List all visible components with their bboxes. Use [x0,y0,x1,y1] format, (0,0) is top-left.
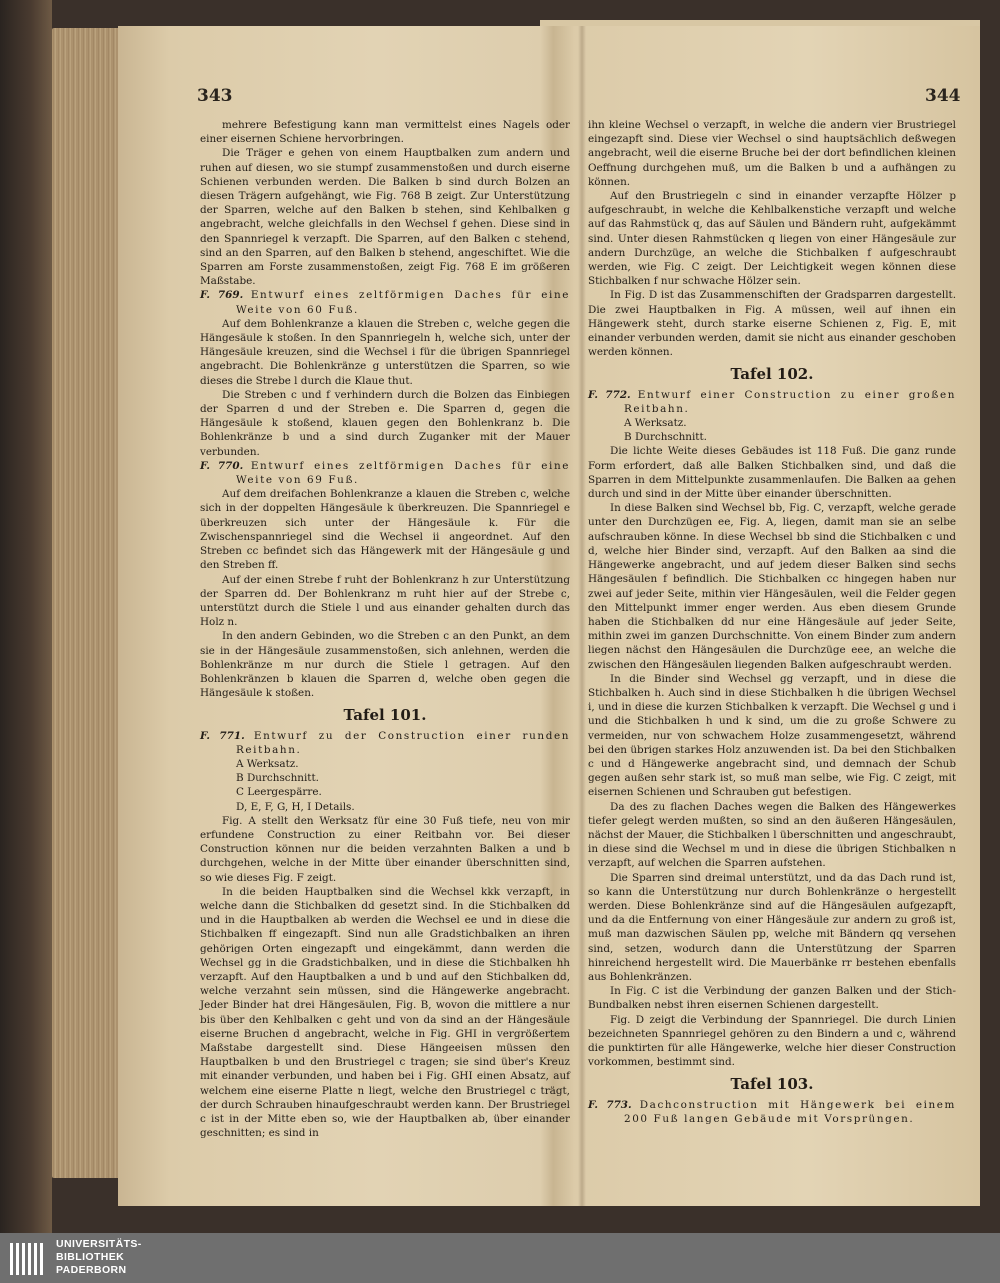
paragraph: Fig. D zeigt die Verbindung der Spannriegel. Die durch Linien bezeichneten Spannriegel gehören zu den Bindern a und c, während die punktirten für alle Hängewerke, welche hier dieser Construction vorkommen, bestimmt sind. [588,1013,956,1069]
figure-label: F. 770. [200,459,244,472]
university-library-logo-icon [8,1239,48,1279]
paragraph: In Fig. C ist die Verbindung der ganzen Balken und der Stich-Bundbalken nebst ihren eisernen Schienen dargestellt. [588,985,956,1012]
paragraph: In die Binder sind Wechsel gg verzapft, und in diese die Stichbalken h. Auch sind in diese Stichbalken h die übrigen Wechsel i, und in diese die kurzen Stichbalken k verzapft. Die Wechsel g und i und die Stichbalken h und k sind, um die zu große Schwere zu vermeiden, nur von schwachem Holze zusammengesetzt, während bei den übrigen starkes Holz anzuwenden ist. Da bei den Stichbalken c und d Hängewerke angebracht sind, und demnach der Schub gegen außen sehr stark ist, so muß man selbe, wie Fig. C zeigt, mit eisernen Schienen und Schrauben gut befestigen. [588,672,956,799]
paragraph: In den andern Gebinden, wo die Streben c an den Punkt, an dem sie in der Hängesäule zusammenstoßen, sich anlehnen, werden die Bohlenkränze m nur durch die Stiele l getragen. Auf den Bohlenkränzen b klauen die Sparren d, welche oben gegen die Hängesäule k stoßen. [200,630,570,700]
plate-heading: Tafel 102. [730,365,814,384]
figure-title: Entwurf eines zeltförmigen Daches für eine Weite von 60 Fuß. [236,289,570,316]
paragraph: In die beiden Hauptbalken sind die Wechsel kkk verzapft, in welche dann die Stichbalken dd gesetzt sind. In die Stichbalken dd und in die Hauptbalken ab werden die Wechsel ee und in diese die Stichbalken ff eingezapft. Sind nun alle Gradstichbalken an ihren gehörigen Orten eingezapft und eingekämmt, dann werden die Wechsel gg in die Gradstichbalken, und in diese die Stichbalken hh verzapft. Auf den Hauptbalken a und b und auf den Stichbalken dd, welche verzahnt sein müssen, sind die Hängewerke angebracht. Jeder Binder hat drei Hängesäulen, Fig. B, wovon die mittlere a nur bis über den Kehlbalken c geht und von da sind an der Hängesäule eiserne Bruchen d angebracht, welche in Fig. GHI in vergrößertem Maßstabe dargestellt sind. Diese Hängeeisen müssen den Hauptbalken b und den Brustriegel c tragen; sie sind über's Kreuz mit einander verbunden, und haben bei i Fig. GHI einen Absatz, auf welchem eine eiserne Platte n liegt, welche den Brustriegel c trägt, der durch Schrauben hinaufgeschraubt werden kann. Der Brustriegel c ist in der Mitte eben so, wie der Hauptbalken ab, über einander geschnitten; es sind in [200,885,570,1140]
plate-heading: Tafel 103. [730,1075,814,1094]
paragraph: Auf dem dreifachen Bohlenkranze a klauen die Streben c, welche sich in der doppelten Hängesäule k überkreuzen. Die Spannriegel e überkreuzen sich unter der Hängesäule k. Für die Zwischenspannriegel sind die Wechsel ii angeordnet. Auf den Streben cc befindet sich das Hängewerk mit der Hängesäule g und den Streben ff. [200,488,570,572]
page-number-left: 343 [197,86,233,106]
figure-entry [588,388,956,416]
figure-sub-item: A Werksatz. [624,417,687,430]
figure-label: F. 771. [200,729,245,742]
figure-sub-item: B Durchschnitt. [624,431,707,444]
figure-title: Entwurf eines zeltförmigen Daches für eine Weite von 69 Fuß. [236,459,570,487]
paragraph: In Fig. D ist das Zusammenschiften der Gradsparren dargestellt. Die zwei Hauptbalken in Fig. A müssen, weil auf ihnen ein Hängewerk steht, durch starke eiserne Schienen z, Fig. E, mit einander verbunden werden, damit sie nicht aus einander geschoben werden können. [588,289,956,359]
paragraph: ihn kleine Wechsel o verzapft, in welche die andern vier Brustriegel eingezapft sind. Diese vier Wechsel o sind hauptsächlich deßwegen angebracht, weil die eiserne Bruche bei der dort befindlichen kleinen Oeffnung durchgehen muß, um die Balken b und a aufhängen zu können. [588,119,956,188]
footer-line-2: BIBLIOTHEK [56,1251,125,1263]
page-gutter [578,26,586,1206]
figure-title: Dachconstruction mit Hängewerk bei einem 200 Fuß langen Gebäude mit Vorsprüngen. [624,1098,956,1125]
figure-sub-item: D, E, F, G, H, I Details. [236,800,355,813]
footer-line-3: PADERBORN [56,1264,127,1276]
paragraph: Die lichte Weite dieses Gebäudes ist 118 Fuß. Die ganz runde Form erfordert, daß alle Balken Stichbalken sind, und daß die Sparren in dem Mittelpunkte zusammenlaufen. Die Balken aa gehen durch und sind in der Mitte über einander überschnitten. [588,445,956,501]
paragraph: Auf der einen Strebe f ruht der Bohlenkranz h zur Unterstützung der Sparren dd. Der Bohlenkranz m ruht hier auf der Strebe c, unterstützt durch die Stiele l und aus einander gehalten durch das Holz n. [200,573,570,629]
figure-title: Entwurf zu der Construction einer runden Reitbahn. [236,729,570,756]
book-edge-shadow [0,0,52,1233]
figure-label: F. 772. [588,388,631,401]
paragraph: Auf den Brustriegeln c sind in einander verzapfte Hölzer p aufgeschraubt, in welche die Kehlbalkenstiche verzapft und welche auf das Rahmstück q, das auf Säulen und Bändern ruht, aufgekämmt sind. Unter diesen Rahmstücken q liegen von einer Hängesäule zur andern Durchzüge, an welche die Stichbalken f aufgeschraubt werden, wie Fig. C zeigt. Der Leichtigkeit wegen können diese Stichbalken f nur schwache Hölzer sein. [588,190,956,288]
figure-sub-item: C Leergespärre. [236,786,322,799]
right-text-column [588,118,956,1126]
footer-line-1: UNIVERSITÄTS- [56,1238,142,1250]
figure-label: F. 769. [200,289,244,302]
figure-sub-item: B Durchschnitt. [236,772,319,785]
figure-entry [200,288,570,316]
paragraph: Fig. A stellt den Werksatz für eine 30 Fuß tiefe, neu von mir erfundene Construction zu einer Reitbahn vor. Bei dieser Construction können nur die beiden verzahnten Balken a und b durchgehen, welche in der Mitte über einander überschnitten sind, so wie dieses Fig. F zeigt. [200,814,570,884]
book-fore-edge [52,28,122,1178]
paragraph: Die Sparren sind dreimal unterstützt, und da das Dach rund ist, so kann die Unterstützung nur durch Bohlenkränze o hergestellt werden. Diese Bohlenkränze sind auf die Hängesäulen aufgezapft, und da die Entfernung von einer Hängesäule zur andern zu groß ist, muß man dazwischen Säulen pp, welche mit Bändern qq versehen sind, setzen, wodurch dann die Unterstützung der Sparren hinreichend hergestellt wird. Die Mauerbänke rr bestehen ebenfalls aus Bohlenkränzen. [588,871,956,983]
paragraph: Die Träger e gehen von einem Hauptbalken zum andern und ruhen auf diesen, wo sie stumpf zusammenstoßen und durch eiserne Schienen verbunden werden. Die Balken b sind durch Bolzen an diesen Trägern aufgehängt, wie Fig. 768 B zeigt. Zur Unterstützung der Sparren, welche auf den Balken b stehen, sind Kehlbalken g angebracht, welche gleichfalls in den Wechsel f gehen. Diese sind in den Spannriegel k verzapft. Die Sparren, auf den Balken c stehend, sind an den Sparren, auf den Balken b stehend, angeschiftet. Wie die Sparren am Forste zusammenstoßen, zeigt Fig. 768 E im größeren Maßstabe. [200,147,570,288]
page-number-right: 344 [925,86,961,106]
paragraph: Da des zu flachen Daches wegen die Balken des Hängewerkes tiefer gelegt werden mußten, so sind an den äußeren Hängesäulen, nächst der Mauer, die Stichbalken l überschnitten und angeschraubt, in diese sind die Wechsel m und in diese die übrigen Stichbalken n verzapft, auf welchen die Sparren aufstehen. [588,800,956,870]
library-footer-bar [0,1233,1000,1283]
figure-label: F. 773. [588,1098,632,1111]
paragraph: mehrere Befestigung kann man vermittelst eines Nagels oder einer eisernen Schiene hervorbringen. [200,119,570,146]
figure-sub-item: A Werksatz. [236,757,299,770]
figure-entry [200,729,570,757]
plate-heading: Tafel 101. [343,706,427,725]
figure-title: Entwurf einer Construction zu einer großen Reitbahn. [624,388,956,415]
paragraph: In diese Balken sind Wechsel bb, Fig. C, verzapft, welche gerade unter den Durchzügen ee, Fig. A, liegen, damit man sie an selbe aufschrauben könne. In diese Wechsel bb sind die Stichbalken c und d, welche hier Binder sind, verzapft. Auf den Balken aa sind die Hängewerke angebracht, und auf jedem dieser Balken sind sechs Hängesäulen f befindlich. Die Stichbalken cc hingegen haben nur zwei auf jeder Seite, mithin vier Hängesäulen, weil die Felder gegen den Mittelpunkt immer enger werden. Aus eben diesem Grunde haben die Stichbalken dd nur eine Hängesäule auf jeder Seite, mithin zwei im ganzen Durchschnitte. Von einem Binder zum andern liegen nächst den Hängesäulen die Durchzüge eee, an welche die zwischen den Hängesäulen liegenden Balken aufgeschraubt werden. [588,502,956,671]
figure-entry [200,459,570,487]
paragraph: Auf dem Bohlenkranze a klauen die Streben c, welche gegen die Hängesäule k stoßen. In den Spannriegeln h, welche sich, unter der Hängesäule kreuzen, sind die Wechsel i für die übrigen Spannriegel angebracht. Die Bohlenkränze g unterstützen die Sparren, so wie dieses die Strebe l durch die Klaue thut. [200,317,570,387]
figure-entry [588,1098,956,1126]
left-text-column [200,118,570,1140]
paragraph: Die Streben c und f verhindern durch die Bolzen das Einbiegen der Sparren d und der Streben e. Die Sparren d, gegen die Hängesäule k stoßend, klauen gegen den Bohlenkranz b. Die Bohlenkränze b und a sind durch Zuganker mit der Mauer verbunden. [200,388,570,458]
